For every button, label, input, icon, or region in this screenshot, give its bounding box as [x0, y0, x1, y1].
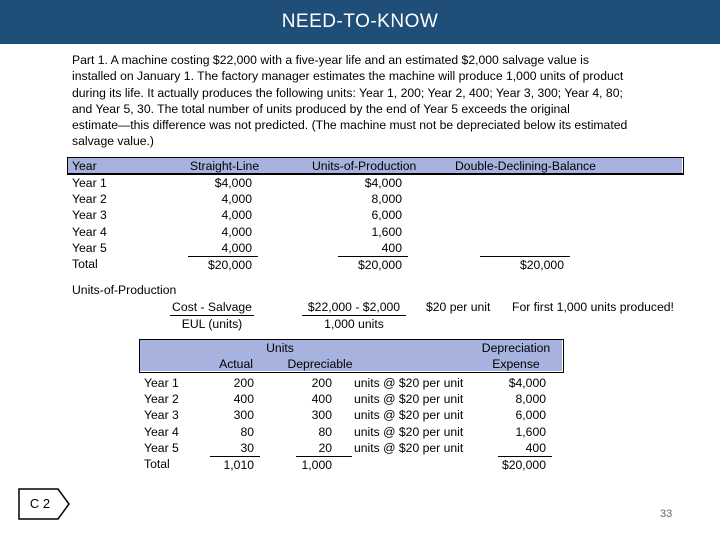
schedule-year: Year 4 [144, 425, 179, 439]
comparison-year: Year 1 [72, 176, 107, 190]
sl-value: 4,000 [221, 208, 252, 222]
expense-value: 1,600 [515, 425, 546, 439]
intro-line: Part 1. A machine costing $22,000 with a five-year life and an estimated $2,000 salvage value is [72, 53, 589, 67]
sl-value: $4,000 [214, 176, 252, 190]
actual-units: 80 [240, 425, 254, 439]
schedule-header-actual: Actual [219, 357, 253, 371]
schedule-year: Year 3 [144, 408, 179, 422]
uop-note: For first 1,000 units produced! [512, 300, 674, 314]
schedule-year-total: Total [144, 457, 170, 471]
actual-units: 400 [233, 392, 254, 406]
comparison-year: Year 3 [72, 208, 107, 222]
depreciable-units: 80 [318, 425, 332, 439]
title-bar [0, 0, 720, 44]
page-number: 33 [660, 508, 673, 520]
expense-value: 8,000 [515, 392, 546, 406]
col-header-straight-line: Straight-Line [190, 159, 260, 173]
col-header-units-of-production: Units-of-Production [312, 159, 417, 173]
formula-denominator: EUL (units) [181, 317, 243, 331]
expense-value: $4,000 [508, 376, 546, 390]
uop-value: 8,000 [371, 192, 402, 206]
expense-value: 6,000 [515, 408, 546, 422]
schedule-header-depreciable: Depreciable [287, 357, 353, 371]
expense-value: 400 [525, 441, 546, 455]
actual-units: 300 [233, 408, 254, 422]
rate-text: units @ $20 per unit [354, 441, 464, 455]
comparison-year-total: Total [72, 257, 98, 271]
depreciable-units: 400 [311, 392, 332, 406]
uop-value: 1,600 [371, 225, 402, 239]
c2-label: C 2 [29, 496, 51, 511]
schedule-year: Year 2 [144, 392, 179, 406]
col-header-year: Year [72, 159, 97, 173]
comparison-year: Year 5 [72, 241, 107, 255]
uop-value: $4,000 [364, 176, 402, 190]
uop-rate: $20 per unit [426, 300, 491, 314]
rate-text: units @ $20 per unit [354, 425, 464, 439]
c2-badge [18, 488, 70, 520]
values-denominator: 1,000 units [324, 317, 384, 331]
uop-value: 6,000 [371, 208, 402, 222]
schedule-year: Year 1 [144, 376, 179, 390]
depreciable-units: 20 [318, 441, 332, 455]
expense-total: $20,000 [501, 458, 546, 472]
intro-line: during its life. It actually produces the following units: Year 1, 200; Year 2, 400; Year 3, 300; Year 4, 80; [72, 85, 623, 100]
col-header-ddb: Double-Declining-Balance [455, 159, 596, 173]
intro-line: salvage value.) [72, 134, 154, 149]
uop-heading: Units-of-Production [72, 283, 177, 297]
intro-line: and Year 5, 30. The total number of units produced by the end of Year 5 exceeds the original [72, 101, 570, 116]
intro-line: estimate—this difference was not predicted. (The machine must not be depreciated below its estimated [72, 118, 628, 133]
values-numerator: $22,000 - $2,000 [307, 300, 401, 314]
sl-value: 4,000 [221, 192, 252, 206]
rate-text: units @ $20 per unit [354, 392, 464, 406]
sl-total: $20,000 [207, 258, 252, 272]
page-title: NEED-TO-KNOW [281, 11, 439, 32]
depreciable-units: 300 [311, 408, 332, 422]
uop-value: 400 [381, 241, 402, 255]
depreciable-total: 1,000 [301, 458, 332, 472]
uop-total: $20,000 [357, 258, 402, 272]
schedule-year: Year 5 [144, 441, 179, 455]
problem-statement [72, 52, 692, 150]
sl-value: 4,000 [221, 241, 252, 255]
comparison-year: Year 4 [72, 225, 107, 239]
sl-value: 4,000 [221, 225, 252, 239]
ddb-total: $20,000 [519, 258, 564, 272]
depreciable-units: 200 [311, 376, 332, 390]
actual-units: 200 [233, 376, 254, 390]
intro-line: installed on January 1. The factory manager estimates the machine will produce 1,000 units of product [72, 69, 624, 84]
rate-text: units @ $20 per unit [354, 408, 464, 422]
actual-units: 30 [240, 441, 254, 455]
schedule-header-depreciation: Depreciation [481, 341, 551, 355]
formula-numerator: Cost - Salvage [172, 300, 252, 314]
rate-text: units @ $20 per unit [354, 376, 464, 390]
schedule-header-expense: Expense [492, 357, 540, 371]
comparison-year: Year 2 [72, 192, 107, 206]
schedule-header-units: Units [266, 341, 294, 355]
actual-total: 1,010 [223, 458, 254, 472]
